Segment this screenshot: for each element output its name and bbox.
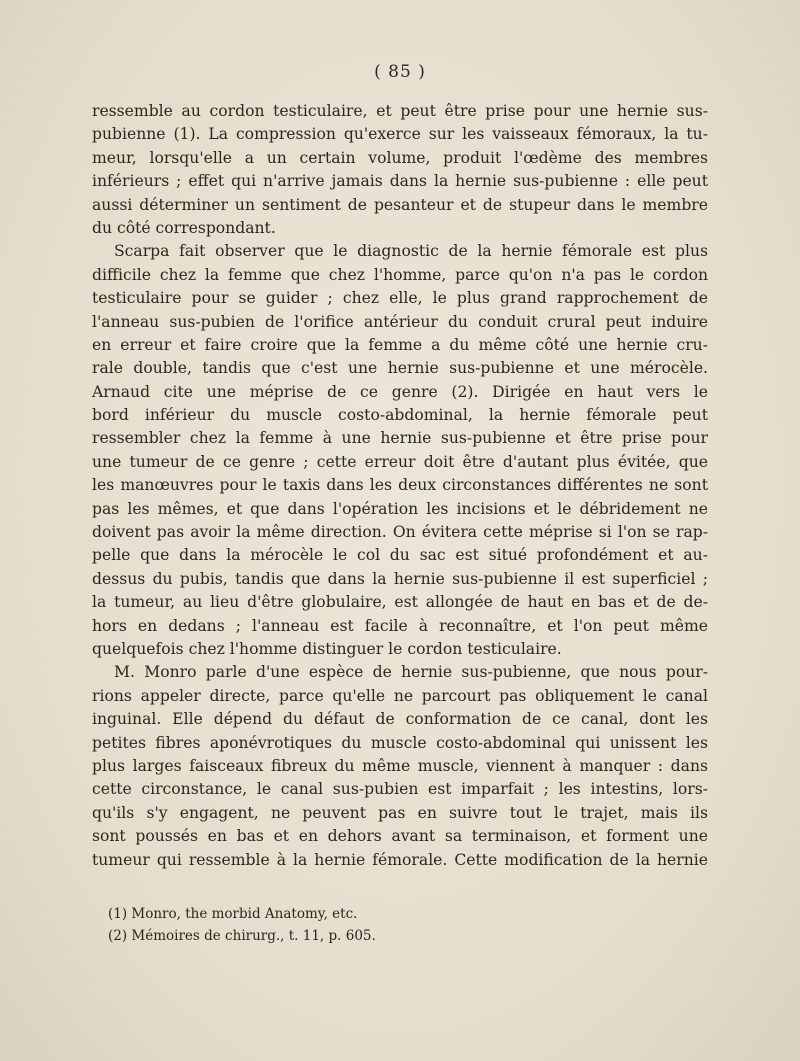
text-line: quelquefois chez l'homme distinguer le cordon testiculaire.	[92, 639, 562, 658]
body-text	[92, 100, 708, 872]
text-line: inférieurs ; effet qui n'arrive jamais dans la hernie sus-pubienne : elle peut	[92, 172, 708, 191]
text-line: meur, lorsqu'elle a un certain volume, produit l'œdème des membres	[92, 148, 708, 167]
footnote: (2) Mémoires de chirurg., t. 11, p. 605.	[108, 928, 376, 944]
text-line: ressemble au cordon testiculaire, et peut être prise pour une hernie sus-	[92, 102, 708, 120]
text-line: M. Monro parle d'une espèce de hernie sus-pubienne, que nous pour-	[114, 663, 708, 682]
text-line: rions appeler directe, parce qu'elle ne parcourt pas obliquement le canal	[92, 686, 708, 705]
text-line: sont poussés en bas et en dehors avant sa terminaison, et forment une	[92, 827, 708, 846]
text-line: l'anneau sus-pubien de l'orifice antérieur du conduit crural peut induire	[92, 312, 708, 331]
text-line: inguinal. Elle dépend du défaut de conformation de ce canal, dont les	[92, 710, 708, 729]
text-line: ressembler chez la femme à une hernie sus-pubienne et être prise pour	[92, 429, 708, 448]
text-line: en erreur et faire croire que la femme a du même côté une hernie cru-	[92, 335, 708, 354]
text-line: bord inférieur du muscle costo-abdominal, la hernie fémorale peut	[92, 406, 708, 425]
text-line: la tumeur, au lieu d'être globulaire, est allongée de haut en bas et de de-	[92, 593, 708, 612]
text-line: les manœuvres pour le taxis dans les deux circonstances différentes ne sont	[92, 476, 708, 495]
text-line: petites fibres aponévrotiques du muscle costo-abdominal qui unissent les	[92, 733, 708, 752]
text-line: une tumeur de ce genre ; cette erreur doit être d'autant plus évitée, que	[92, 452, 708, 471]
text-line: pelle que dans la mérocèle le col du sac est situé profondément et au-	[92, 546, 708, 565]
text-line: tumeur qui ressemble à la hernie fémorale. Cette modification de la hernie	[92, 850, 708, 869]
text-line: pas les mêmes, et que dans l'opération les incisions et le débridement ne	[92, 499, 708, 518]
footnotes	[108, 903, 668, 947]
text-line: aussi déterminer un sentiment de pesanteur et de stupeur dans le membre	[92, 195, 708, 214]
text-line: plus larges faisceaux fibreux du même muscle, viennent à manquer : dans	[92, 756, 708, 775]
text-line: testiculaire pour se guider ; chez elle, le plus grand rapprochement de	[92, 289, 708, 308]
text-line: rale double, tandis que c'est une hernie sus-pubienne et une mérocèle.	[92, 359, 708, 378]
text-line: hors en dedans ; l'anneau est facile à reconnaître, et l'on peut même	[92, 616, 708, 635]
text-line: dessus du pubis, tandis que dans la hernie sus-pubienne il est superficiel ;	[92, 569, 708, 588]
text-line: Arnaud cite une méprise de ce genre (2). Dirigée en haut vers le	[92, 382, 708, 401]
text-line: doivent pas avoir la même direction. On évitera cette méprise si l'on se rap-	[92, 523, 708, 542]
text-line: qu'ils s'y engagent, ne peuvent pas en suivre tout le trajet, mais ils	[92, 803, 708, 822]
text-line: difficile chez la femme que chez l'homme, parce qu'on n'a pas le cordon	[92, 265, 708, 284]
text-line: pubienne (1). La compression qu'exerce sur les vaisseaux fémoraux, la tu-	[92, 125, 708, 144]
text-line: du côté correspondant.	[92, 218, 276, 237]
footnote: (1) Monro, the morbid Anatomy, etc.	[108, 906, 358, 922]
page-number: ( 85 )	[374, 62, 426, 82]
text-line: Scarpa fait observer que le diagnostic de la hernie fémorale est plus	[114, 242, 708, 261]
text-line: cette circonstance, le canal sus-pubien est imparfait ; les intestins, lors-	[92, 780, 708, 799]
